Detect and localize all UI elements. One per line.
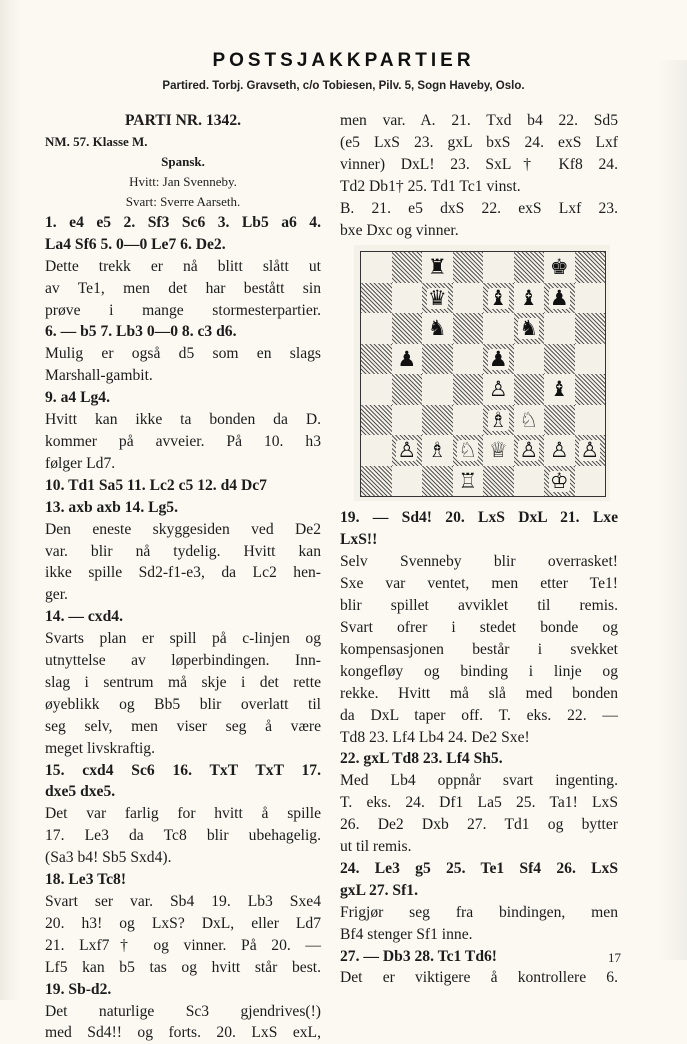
text-line: NM. 57. Klasse M. [45, 133, 148, 149]
board-square [483, 405, 514, 436]
board-square [575, 374, 606, 405]
text-line: seg selv, men viser seg å være [45, 717, 321, 735]
board-square [575, 283, 606, 314]
text-line: La4 Sf6 5. 0—0 Le7 6. De2. [45, 235, 226, 253]
text-line: Lf5 kan b5 tas og hvitt står best. [45, 958, 321, 976]
board-square [361, 344, 392, 375]
text-line: 14. — cxd4. [45, 608, 123, 626]
board-square [483, 374, 514, 405]
text-line: kongefløy og binding i linje og [340, 662, 618, 680]
chess-board [360, 251, 606, 497]
board-square [422, 313, 453, 344]
board-square [392, 283, 423, 314]
board-square [453, 374, 484, 405]
board-square [422, 344, 453, 375]
chess-piece-icon: ♙ [519, 438, 539, 463]
text-line: Hvitt kan ikke ta bonden da D. [45, 411, 321, 429]
text-line: Td2 Db1† 25. Td1 Tc1 vinst. [340, 177, 521, 195]
text-line: T. eks. 24. Df1 La5 25. Ta1! LxS [340, 794, 618, 812]
text-line: Det var farlig for hvitt å spille [45, 805, 321, 823]
text-line: Svart ser var. Sb4 19. Lb3 Sxe4 [45, 893, 321, 910]
text-line: 15. cxd4 Sc6 16. TxT TxT 17. [45, 761, 321, 779]
right-column-bottom-text [340, 507, 618, 989]
board-square [392, 344, 423, 375]
board-square [453, 466, 484, 497]
chess-piece-icon: ♟ [488, 346, 508, 371]
text-line: Mulig er også d5 som en slags [45, 345, 321, 363]
board-square [422, 283, 453, 314]
page-title: POSTSJAKKPARTIER [212, 50, 475, 71]
text-line: 20. h3! og LxS? DxL, eller Ld7 [45, 914, 321, 932]
page-subtitle: Partired. Torbj. Gravseth, c/o Tobiesen, Pilv. 5, Sogn Haveby, Oslo. [162, 80, 525, 92]
chess-piece-icon: ♝ [549, 377, 569, 402]
board-square [483, 313, 514, 344]
chess-piece-icon: ♟ [397, 346, 417, 371]
text-line: 6. — b5 7. Lb3 0—0 8. c3 d6. [45, 323, 237, 341]
chess-piece-icon: ♗ [488, 407, 508, 432]
chess-piece-icon: ♕ [488, 438, 508, 463]
text-line: Det er viktigere å kontrollere 6. [340, 969, 618, 987]
text-line: Hvitt: Jan Svenneby. [129, 173, 237, 189]
text-line: kompensasjonen består i svekket [340, 640, 618, 658]
board-square [514, 466, 545, 497]
text-line: (Sa3 b4! Sb5 Sxd4). [45, 849, 172, 867]
page-number: 17 [608, 950, 621, 965]
text-line: 19. Sb-d2. [45, 980, 112, 998]
text-line: dxe5 dxe5. [45, 783, 116, 801]
board-square [453, 252, 484, 283]
text-line: Svart ofrer i stedet bonde og [340, 618, 618, 636]
chess-piece-icon: ♝ [519, 285, 539, 310]
chess-piece-icon: ♚ [549, 255, 569, 280]
chess-piece-icon: ♙ [549, 438, 569, 463]
chess-piece-icon: ♙ [580, 438, 600, 463]
text-line: Bf4 stenger Sf1 inne. [340, 925, 473, 943]
text-line: 1. e4 e5 2. Sf3 Sc6 3. Lb5 a6 4. [45, 213, 321, 231]
text-line: med Sd4!! og forts. 20. LxS exL, [45, 1024, 321, 1042]
board-square [453, 313, 484, 344]
board-square [544, 435, 575, 466]
text-line: Td8 23. Lf4 Lb4 24. De2 Sxe! [340, 728, 530, 746]
board-square [422, 466, 453, 497]
board-square [514, 435, 545, 466]
board-square [361, 313, 392, 344]
text-line: Spansk. [161, 153, 205, 169]
text-line: LxS!! [340, 531, 378, 549]
board-square [575, 252, 606, 283]
chess-piece-icon: ♞ [427, 316, 447, 341]
board-square [575, 405, 606, 436]
board-square [514, 252, 545, 283]
text-line: vinner) DxL! 23. SxL† Kf8 24. [340, 155, 618, 173]
text-line: meget livskraftig. [45, 739, 155, 757]
board-square [361, 252, 392, 283]
text-line: øyeblikk og Bb5 blir overlatt til [45, 695, 321, 713]
board-square [544, 252, 575, 283]
text-line: 13. axb axb 14. Lg5. [45, 498, 179, 516]
text-line: 21. Lxf7† og vinner. På 20. — [45, 936, 321, 954]
board-square [544, 466, 575, 497]
board-square [483, 344, 514, 375]
text-line: Frigjør seg fra bindingen, men [340, 903, 618, 921]
text-line: 18. Le3 Tc8! [45, 871, 127, 889]
board-square [544, 405, 575, 436]
text-line: slag i sentrum må skje i det rette [45, 673, 321, 691]
text-line: Dette trekk er nå blitt slått ut [45, 257, 321, 275]
right-bleed-shadow [657, 60, 687, 960]
board-square [575, 344, 606, 375]
text-line: 27. — Db3 28. Tc1 Td6! [340, 947, 497, 965]
board-square [392, 405, 423, 436]
board-square [361, 374, 392, 405]
text-line: Med Lb4 oppnår svart ingenting. [340, 772, 618, 790]
board-square [392, 466, 423, 497]
text-line: (e5 LxS 23. gxL bxS 24. exS Lxf [340, 133, 618, 151]
chess-piece-icon: ♙ [488, 377, 508, 402]
board-square [361, 466, 392, 497]
board-square [575, 466, 606, 497]
chess-piece-icon: ♖ [458, 468, 478, 493]
text-line: Svart: Sverre Aarseth. [125, 193, 241, 209]
text-line: men var. A. 21. Txd b4 22. Sd5 [340, 112, 618, 129]
board-square [392, 252, 423, 283]
board-square [514, 344, 545, 375]
text-line: Det naturlige Sc3 gjendrives(!) [45, 1002, 321, 1020]
text-line: 10. Td1 Sa5 11. Lc2 c5 12. d4 Dc7 [45, 476, 267, 494]
text-line: av Te1, men det har bestått sin [45, 279, 321, 297]
text-line: rekke. Hvitt må slå med bonden [340, 684, 618, 702]
chess-piece-icon: ♔ [549, 468, 569, 493]
board-square [514, 283, 545, 314]
text-line: blir spillet avviklet til remis. [340, 597, 618, 615]
text-line: 17. Le3 da Tc8 blir ubehagelig. [45, 827, 321, 845]
chess-piece-icon: ♝ [488, 285, 508, 310]
board-square [575, 435, 606, 466]
text-line: Den eneste skyggesiden ved De2 [45, 520, 321, 538]
chess-piece-icon: ♘ [458, 438, 478, 463]
text-line: ut til remis. [340, 838, 412, 856]
board-square [514, 374, 545, 405]
board-square [453, 344, 484, 375]
chess-piece-icon: ♙ [397, 438, 417, 463]
board-square [483, 283, 514, 314]
text-line: 19. — Sd4! 20. LxS DxL 21. Lxe [340, 509, 618, 527]
chess-piece-icon: ♘ [519, 407, 539, 432]
board-square [361, 283, 392, 314]
board-square [544, 313, 575, 344]
text-line: prøve i mange stormesterpartier. [45, 301, 321, 319]
board-square [392, 435, 423, 466]
text-line: 26. De2 Dxb 27. Td1 og bytter [340, 816, 618, 834]
board-square [361, 435, 392, 466]
board-square [422, 405, 453, 436]
chess-piece-icon: ♜ [427, 255, 447, 280]
text-line: var. blir nå tydelig. Hvitt kan [45, 542, 321, 560]
board-square [392, 313, 423, 344]
left-bleed-shadow [0, 0, 20, 1000]
board-square [422, 252, 453, 283]
text-line: B. 21. e5 dxS 22. exS Lxf 23. [340, 199, 618, 217]
right-text-column [340, 110, 618, 989]
text-line: gxL 27. Sf1. [340, 881, 418, 899]
board-square [453, 435, 484, 466]
text-line: 9. a4 Lg4. [45, 389, 110, 407]
text-line: Selv Svenneby blir overrasket! [340, 553, 618, 571]
board-square [514, 405, 545, 436]
board-square [422, 374, 453, 405]
text-line: Sxe var ventet, men etter Te1! [340, 575, 618, 593]
board-square [392, 374, 423, 405]
chess-piece-icon: ♟ [549, 285, 569, 310]
chess-piece-icon: ♗ [427, 438, 447, 463]
chess-diagram [354, 245, 610, 501]
text-line: PARTI NR. 1342. [124, 112, 242, 129]
text-line: bxe Dxc og vinner. [340, 221, 459, 239]
board-square [544, 344, 575, 375]
chess-piece-icon: ♞ [519, 316, 539, 341]
text-line: følger Ld7. [45, 454, 116, 472]
text-line: ger. [45, 586, 68, 604]
text-line: 24. Le3 g5 25. Te1 Sf4 26. LxS [340, 859, 618, 877]
board-square [514, 313, 545, 344]
text-line: 22. gxL Td8 23. Lf4 Sh5. [340, 750, 503, 768]
chess-piece-icon: ♛ [427, 285, 447, 310]
text-line: Svarts plan er spill på c-linjen og [45, 630, 321, 648]
text-line: Marshall-gambit. [45, 367, 153, 385]
board-square [483, 466, 514, 497]
text-line: kommer på avveier. På 10. h3 [45, 432, 321, 450]
text-line: ikke spille Sd2-f1-e3, da Lc2 hen- [45, 564, 321, 582]
board-square [453, 283, 484, 314]
board-square [483, 435, 514, 466]
board-square [544, 374, 575, 405]
text-line: utnyttelse av løperbindingen. Inn- [45, 652, 321, 670]
text-line: da DxL taper off. T. eks. 22. — [340, 706, 618, 724]
board-square [575, 313, 606, 344]
board-square [422, 435, 453, 466]
left-text-column [45, 110, 321, 1044]
board-square [544, 283, 575, 314]
right-column-top-text [340, 110, 618, 241]
board-square [483, 252, 514, 283]
board-square [361, 405, 392, 436]
board-square [453, 405, 484, 436]
